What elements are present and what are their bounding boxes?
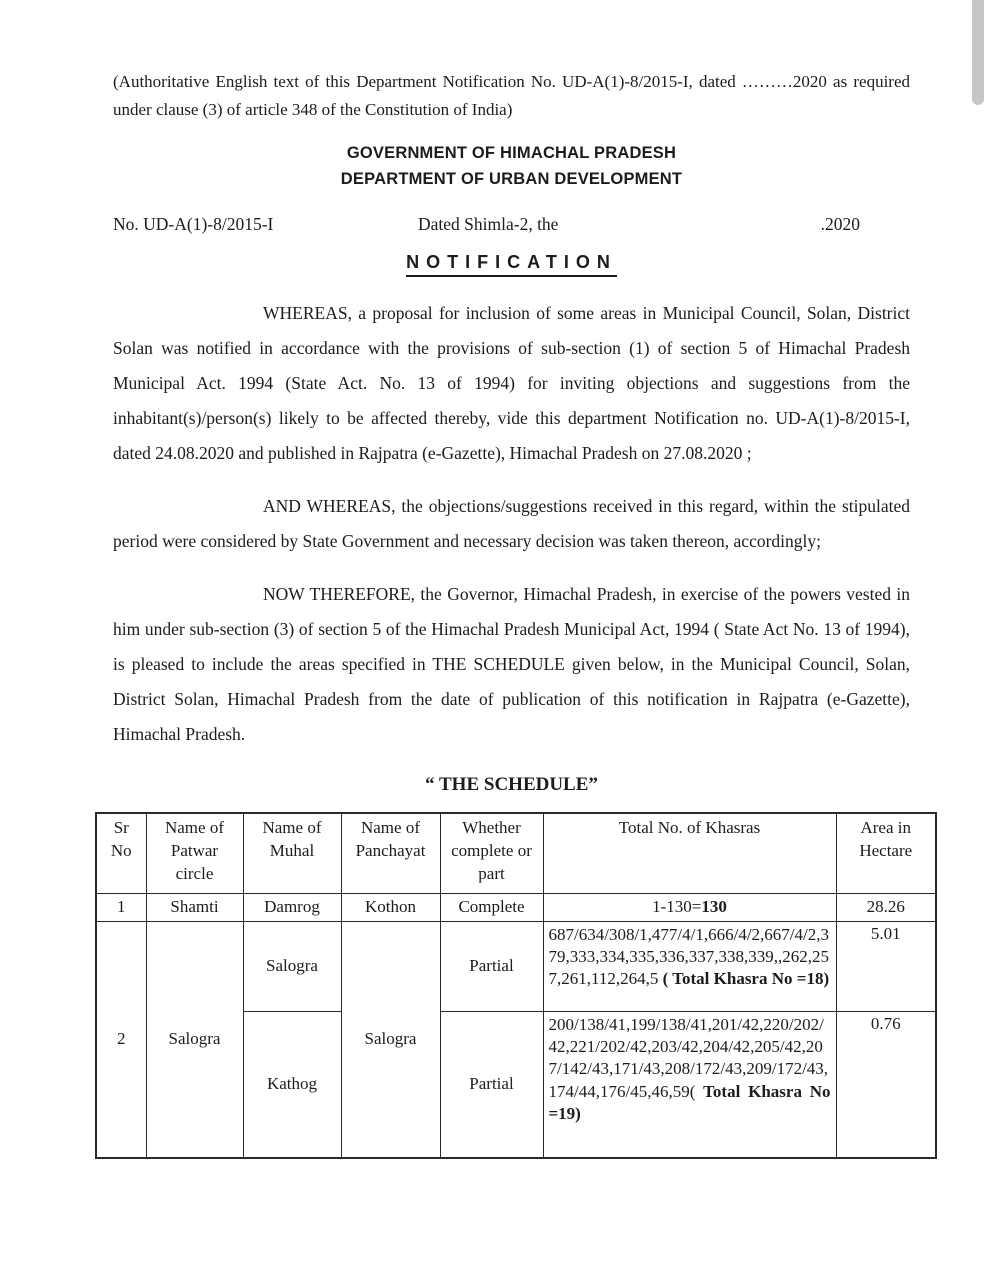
paragraph-whereas: WHEREAS, a proposal for inclusion of some areas in Municipal Council, Solan, District Solan was notified in accordance with the provisions of sub-section (1) of section 5 of Himachal Pradesh Municipal Act. 1994 (State Act. No. 13 of 1994) for inviting objections and suggestions from the inhabitant(s)/person(s) likely to be affected thereby, vide this department Notification no. UD-A(1)-8/2015-I, dated 24.08.2020 and published in Rajpatra (e-Gazette), Himachal Pradesh on 27.08.2020 ; xyxy=(113,303,910,463)
preamble-text: (Authoritative English text of this Department Notification No. UD-A(1)-8/2015-I, dated ………2020 as required under clause (3) of article 348 of the Constitution of India) xyxy=(113,72,910,119)
schedule-heading: “ THE SCHEDULE” xyxy=(425,774,598,795)
cell-area: 28.26 xyxy=(836,893,936,921)
header-whether-complete: Whether complete or part xyxy=(440,813,543,893)
cell-whether: Partial xyxy=(440,921,543,1011)
notification-number: No. UD-A(1)-8/2015-I xyxy=(113,214,274,234)
header-muhal: Name of Muhal xyxy=(243,813,341,893)
cell-muhal: Salogra xyxy=(243,921,341,1011)
dated-place-text: Dated Shimla-2, the xyxy=(418,214,559,234)
cell-whether: Complete xyxy=(440,893,543,921)
cell-area: 5.01 xyxy=(836,921,936,1011)
cell-khasras xyxy=(543,921,836,1011)
cell-muhal: Kathog xyxy=(243,1011,341,1158)
paragraph-and-whereas: AND WHEREAS, the objections/suggestions received in this regard, within the stipulated period were considered by State Government and necessary decision was taken thereon, accordingly; xyxy=(113,496,910,551)
cell-khasras xyxy=(543,1011,836,1158)
cell-panchayat: Salogra xyxy=(341,921,440,1158)
header-patwar-circle: Name of Patwar circle xyxy=(146,813,243,893)
department-title: DEPARTMENT OF URBAN DEVELOPMENT xyxy=(340,170,683,188)
header-total-khasras: Total No. of Khasras xyxy=(543,813,836,893)
cell-panchayat: Kothon xyxy=(341,893,440,921)
cell-sr-no: 1 xyxy=(96,893,146,921)
scrollbar-thumb[interactable] xyxy=(972,0,984,105)
khasra-total: Total Khasra No =19) xyxy=(548,1081,831,1124)
reference-line xyxy=(113,214,910,236)
header-panchayat: Name of Panchayat xyxy=(341,813,440,893)
schedule-table xyxy=(95,812,937,1159)
cell-area: 0.76 xyxy=(836,1011,936,1158)
letterhead xyxy=(113,140,910,192)
header-sr-no: Sr No xyxy=(96,813,146,893)
paragraph-now-therefore: NOW THEREFORE, the Governor, Himachal Pradesh, in exercise of the powers vested in him under sub-section (3) of section 5 of the Himachal Pradesh Municipal Act, 1994 ( State Act No. 13 of 1994), is pleased to include the areas specified in THE SCHEDULE given below, in the Municipal Council, Solan, District Solan, Himachal Pradesh from the date of publication of this notification in Rajpatra (e-Gazette), Himachal Pradesh. xyxy=(113,584,910,744)
notification-heading-row xyxy=(113,252,910,282)
cell-khasras xyxy=(543,893,836,921)
cell-whether: Partial xyxy=(440,1011,543,1158)
table-row xyxy=(96,893,936,921)
notification-heading: NOTIFICATION xyxy=(406,252,617,277)
cell-patwar-circle: Shamti xyxy=(146,893,243,921)
cell-sr-no: 2 xyxy=(96,921,146,1158)
header-area-hectare: Area in Hectare xyxy=(836,813,936,893)
government-title: GOVERNMENT OF HIMACHAL PRADESH xyxy=(346,144,677,162)
khasra-total: ( Total Khasra No =18) xyxy=(662,969,830,989)
khasra-list: 687/634/308/1,477/4/1,666/4/2,667/4/2,379,333,334,335,336,337,338,339,,262,257,261,112,264,5 xyxy=(548,924,830,989)
cell-muhal: Damrog xyxy=(243,893,341,921)
table-header-row xyxy=(96,813,936,893)
khasra-list: 200/138/41,199/138/41,201/42,220/202/42,221/202/42,203/42,204/42,205/42,207/142/43,171/43,208/172/43,209/172/43,174/44,176/45,46,59( xyxy=(548,1014,829,1101)
khasra-total: 130 xyxy=(701,897,727,916)
khasra-range: 1-130= xyxy=(652,897,702,916)
table-row xyxy=(96,921,936,1011)
year-text: .2020 xyxy=(820,214,860,234)
cell-patwar-circle: Salogra xyxy=(146,921,243,1158)
